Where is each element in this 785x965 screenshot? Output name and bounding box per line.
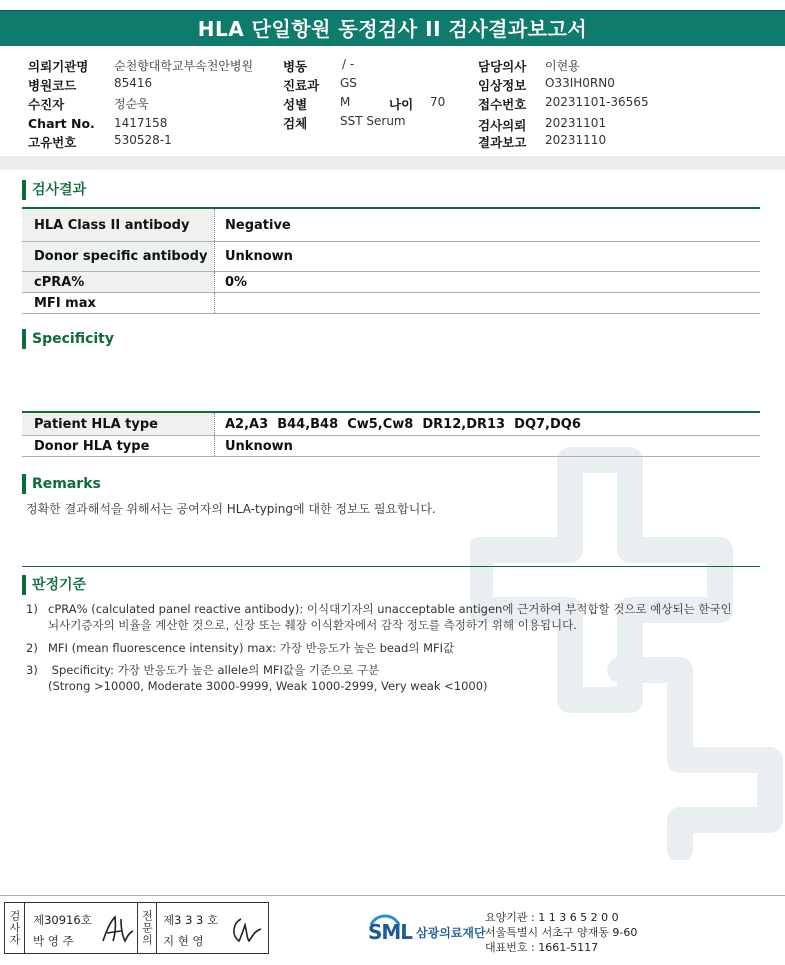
reviewer-label xyxy=(137,903,157,953)
info-value: 1417158 xyxy=(114,116,168,130)
examiner-label xyxy=(5,903,25,953)
info-value: M xyxy=(340,95,351,109)
org-code: 요양기관 : 1 1 3 6 5 2 0 0 xyxy=(485,911,619,924)
info-label: 고유번호 xyxy=(28,135,77,150)
row-key: Donor specific antibody xyxy=(22,242,214,271)
info-label: 검사의뢰 xyxy=(478,118,527,133)
info-label: 담당의사 xyxy=(478,59,527,74)
org-address: 서울특별시 서초구 양재동 9-60 xyxy=(485,926,638,939)
info-label: 결과보고 xyxy=(478,135,527,150)
criteria-num: 3) xyxy=(26,663,38,677)
criteria-line: MFI (mean fluorescence intensity) max: 가장 반응도가 높은 bead의 MFI값 xyxy=(48,641,455,655)
info-value: O33IH0RN0 xyxy=(545,76,615,90)
info-value: SST Serum xyxy=(340,114,406,128)
info-value: 이현용 xyxy=(545,59,580,73)
info-value: 정순욱 xyxy=(114,97,149,111)
report-title-bar xyxy=(0,10,785,46)
criteria-item xyxy=(26,662,488,694)
specificity-heading: Specificity xyxy=(22,329,114,349)
row-separator xyxy=(214,293,215,313)
remarks-heading: Remarks xyxy=(22,474,101,494)
examiner-signature xyxy=(99,913,135,947)
info-label: 병원코드 xyxy=(28,78,77,93)
reviewer-license: 제3 3 3 호 xyxy=(163,913,219,927)
criteria-num: 1) xyxy=(26,602,38,616)
examiner-label-text: 검사자 xyxy=(8,910,21,946)
criteria-item xyxy=(26,640,454,656)
table-row xyxy=(22,272,760,292)
table-row xyxy=(22,209,760,241)
info-label: 병동 xyxy=(283,59,308,74)
info-value: GS xyxy=(340,76,357,90)
info-value: 순천향대학교부속천안병원 xyxy=(114,59,254,73)
results-heading: 검사결과 xyxy=(22,180,86,200)
table-row xyxy=(22,242,760,271)
section-divider xyxy=(0,156,785,170)
reviewer-label-text: 전문의 xyxy=(140,910,154,946)
row-key: MFI max xyxy=(34,295,96,311)
report-title: HLA 단일항원 동정검사 II 검사결과보고서 xyxy=(197,17,588,41)
table-row xyxy=(22,436,760,456)
criteria-line: 뇌사기증자의 비율을 계산한 것으로, 신장 또는 췌장 이식환자에서 감작 정도를 측정하기 위해 이용됩니다. xyxy=(48,618,577,632)
criteria-item xyxy=(26,601,732,633)
info-value: / - xyxy=(342,57,355,71)
row-key: Patient HLA type xyxy=(22,413,214,435)
info-label: 접수번호 xyxy=(478,97,527,112)
criteria-line: cPRA% (calculated panel reactive antibody): 이식대기자의 unacceptable antigen에 근거하여 부적합할 것으로 예상되는 한국인 xyxy=(48,602,732,616)
row-value: Negative xyxy=(225,217,291,233)
row-value: Unknown xyxy=(225,438,293,454)
criteria-num: 2) xyxy=(26,641,38,655)
org-phone: 대표번호 : 1661-5117 xyxy=(485,941,599,954)
info-label: 나이 xyxy=(389,97,414,112)
row-value: 0% xyxy=(225,274,248,290)
sml-logo-text: SML xyxy=(368,920,413,944)
row-value: Unknown xyxy=(225,249,293,264)
row-value: A2,A3 B44,B48 Cw5,Cw8 DR12,DR13 DQ7,DQ6 xyxy=(225,416,581,432)
table-row xyxy=(22,293,760,313)
section-line xyxy=(22,566,760,567)
info-value: 530528-1 xyxy=(114,133,172,147)
reviewer-signature xyxy=(227,913,263,947)
info-label: 성별 xyxy=(283,97,308,112)
info-label: 검체 xyxy=(283,116,308,131)
info-value: 85416 xyxy=(114,76,153,90)
info-value: 20231101-36565 xyxy=(545,95,649,109)
info-label: 진료과 xyxy=(283,78,320,93)
table-row xyxy=(22,413,760,435)
row-divider xyxy=(22,313,760,314)
examiner-name: 박 영 주 xyxy=(33,934,74,948)
org-logo-block xyxy=(368,908,486,944)
row-key: HLA Class II antibody xyxy=(22,209,214,241)
info-value: 20231110 xyxy=(545,133,607,147)
criteria-heading: 판정기준 xyxy=(22,575,86,595)
org-info xyxy=(485,910,637,955)
org-name: 삼광의료재단 xyxy=(416,925,486,940)
info-label: 의뢰기관명 xyxy=(28,59,89,74)
reviewer-name: 지 현 영 xyxy=(163,934,204,948)
row-key: cPRA% xyxy=(22,272,214,292)
signature-box xyxy=(4,902,269,954)
info-value: 70 xyxy=(430,95,446,109)
info-label: 임상정보 xyxy=(478,78,527,93)
remarks-text: 정확한 결과해석을 위해서는 공여자의 HLA-typing에 대한 정보도 필요합니다. xyxy=(26,502,436,516)
row-key: Donor HLA type xyxy=(34,438,150,454)
criteria-line: Specificity: 가장 반응도가 높은 allele의 MFI값을 기준으로 구분 xyxy=(48,663,380,677)
info-label: Chart No. xyxy=(28,116,95,131)
patient-info xyxy=(0,55,785,155)
examiner-license: 제30916호 xyxy=(33,913,92,927)
cross-watermark xyxy=(470,440,785,860)
criteria-line: (Strong >10000, Moderate 3000-9999, Weak 1000-2999, Very weak <1000) xyxy=(48,679,488,693)
info-value: 20231101 xyxy=(545,116,607,130)
row-divider xyxy=(22,456,760,457)
info-label: 수진자 xyxy=(28,97,65,112)
report-footer xyxy=(0,895,785,965)
